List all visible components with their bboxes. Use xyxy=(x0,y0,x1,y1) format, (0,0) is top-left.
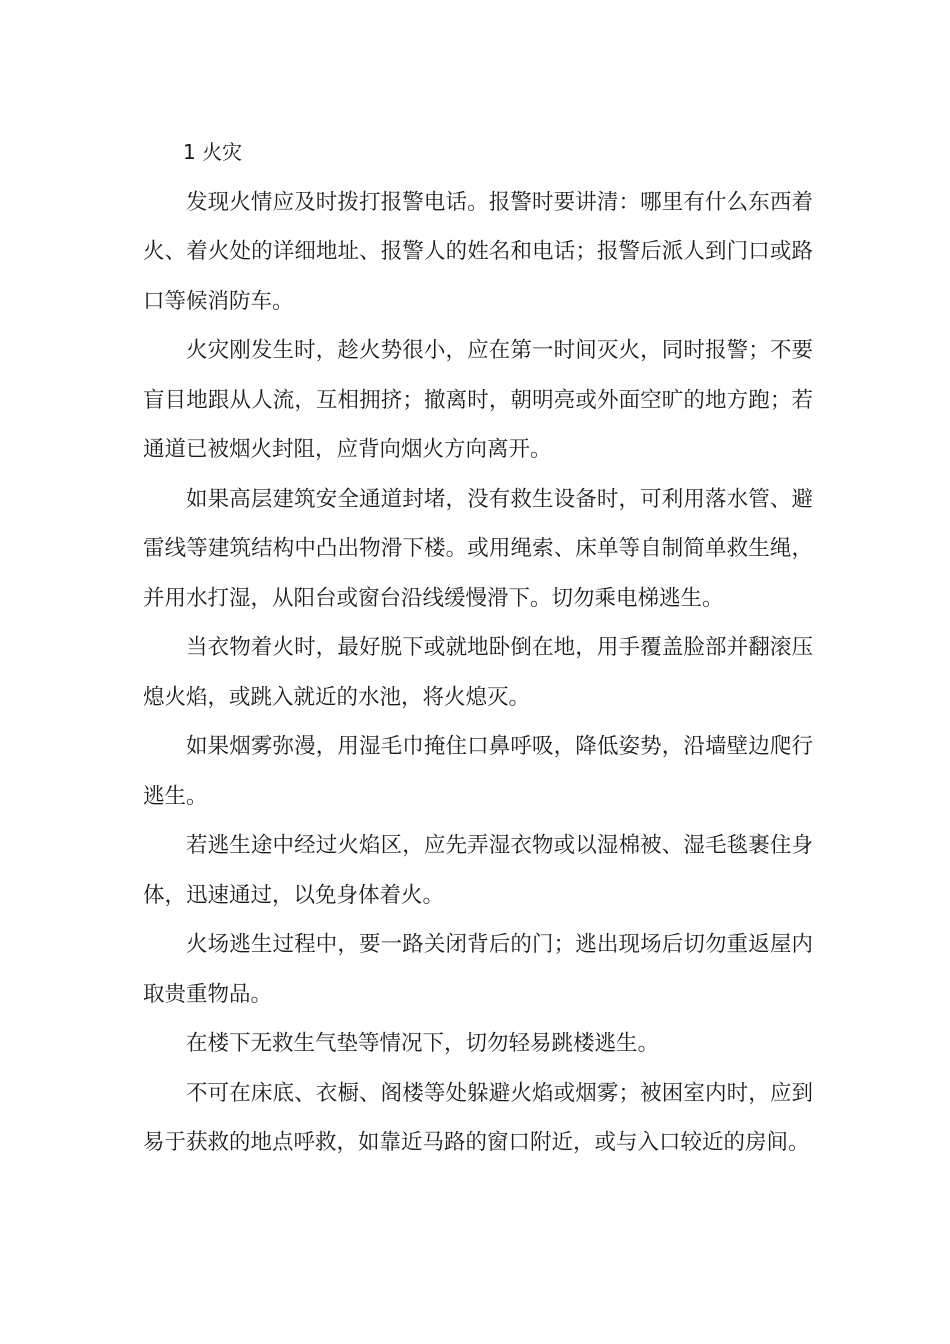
paragraph-high-rise-escape: 如果高层建筑安全通道封堵，没有救生设备时，可利用落水管、避雷线等建筑结构中凸出物滑下楼。或用绳索、床单等自制简单救生绳，并用水打湿，从阳台或窗台沿线缓慢滑下。切勿乘电梯逃生。 xyxy=(143,486,813,611)
paragraph-flame-zone: 若逃生途中经过火焰区，应先弄湿衣物或以湿棉被、湿毛毯裹住身体，迅速通过，以免身体着火。 xyxy=(143,833,813,908)
paragraph-smoke: 如果烟雾弥漫，用湿毛巾掩住口鼻呼吸，降低姿势，沿墙壁边爬行逃生。 xyxy=(143,734,813,809)
section-heading: 1 火灾 xyxy=(183,140,243,164)
paragraph-close-doors: 火场逃生过程中，要一路关闭背后的门；逃出现场后切勿重返屋内取贵重物品。 xyxy=(143,932,813,1007)
paragraph-trapped-indoors: 不可在床底、衣橱、阁楼等处躲避火焰或烟雾；被困室内时，应到易于获救的地点呼救，如靠近马路的窗口附近，或与入口较近的房间。 xyxy=(143,1080,813,1155)
paragraph-early-fire: 火灾刚发生时，趁火势很小，应在第一时间灭火，同时报警；不要盲目地跟从人流，互相拥挤；撤离时，朝明亮或外面空旷的地方跑；若通道已被烟火封阻，应背向烟火方向离开。 xyxy=(143,338,813,462)
paragraph-report-fire: 发现火情应及时拨打报警电话。报警时要讲清：哪里有什么东西着火、着火处的详细地址、报警人的姓名和电话；报警后派人到门口或路口等候消防车。 xyxy=(143,189,813,314)
document-body xyxy=(143,128,813,1168)
paragraph-clothing-fire: 当衣物着火时，最好脱下或就地卧倒在地，用手覆盖脸部并翻滚压熄火焰，或跳入就近的水池，将火熄灭。 xyxy=(143,635,813,710)
paragraph-no-jumping: 在楼下无救生气垫等情况下，切勿轻易跳楼逃生。 xyxy=(186,1031,660,1056)
